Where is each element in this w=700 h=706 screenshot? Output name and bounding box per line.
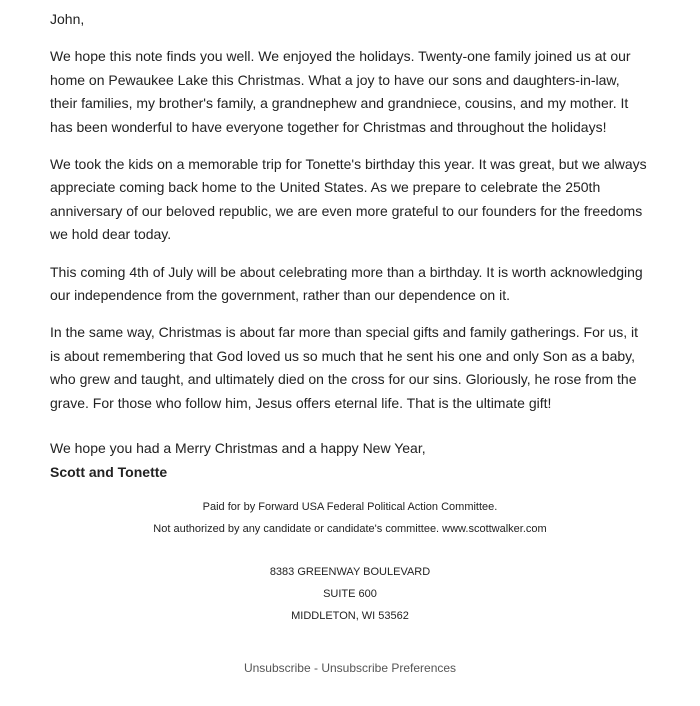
disclaimer-not-authorized: Not authorized by any candidate or candidate's committee. www.scottwalker.com	[153, 523, 547, 535]
address-street: 8383 GREENWAY BOULEVARD	[269, 566, 431, 578]
unsubscribe-link[interactable]: Unsubscribe	[243, 661, 311, 675]
paragraph-july: This coming 4th of July will be about celebrating more than a birthday. It is worth acknowledging our independence from the government, rather than our dependence on it.	[50, 263, 643, 304]
signature: Scott and Tonette	[50, 463, 168, 480]
address-city: MIDDLETON, WI 53562	[291, 610, 409, 622]
mailing-address	[0, 561, 700, 627]
link-separator: -	[310, 661, 322, 675]
paragraph-holidays: We hope this note finds you well. We enjoyed the holidays. Twenty-one family joined us at our home on Pewaukee Lake this Christmas. What a joy to have our sons and daughters-in-law, their families, my brother's family, a grandnephew and grandniece, cousins, and my mother. It has been wonderful to have everyone together for Christmas and throughout the holidays!	[50, 48, 631, 135]
disclaimer	[0, 496, 700, 540]
disclaimer-paid-for: Paid for by Forward USA Federal Political Action Committee.	[202, 501, 498, 513]
paragraph-christmas: In the same way, Christmas is about far more than special gifts and family gatherings. For us, it is about remembering that God loved us so much that he sent his one and only Son as a baby, who grew and taught, and ultimately died on the cross for our sins. Gloriously, he rose from the grave. For those who follow him, Jesus offers eternal life. That is the ultimate gift!	[50, 324, 638, 411]
closing: We hope you had a Merry Christmas and a happy New Year,	[50, 440, 426, 457]
letter-body	[50, 8, 650, 484]
paragraph-trip: We took the kids on a memorable trip for Tonette's birthday this year. It was great, but we always appreciate coming back home to the United States. As we prepare to celebrate the 250th anniversary of our beloved republic, we are even more grateful to our founders for the freedoms we hold dear today.	[50, 156, 647, 243]
unsubscribe-preferences-link[interactable]: Unsubscribe Preferences	[321, 661, 457, 675]
unsubscribe-links	[0, 661, 700, 675]
greeting: John,	[50, 11, 85, 27]
address-suite: SUITE 600	[323, 588, 377, 600]
